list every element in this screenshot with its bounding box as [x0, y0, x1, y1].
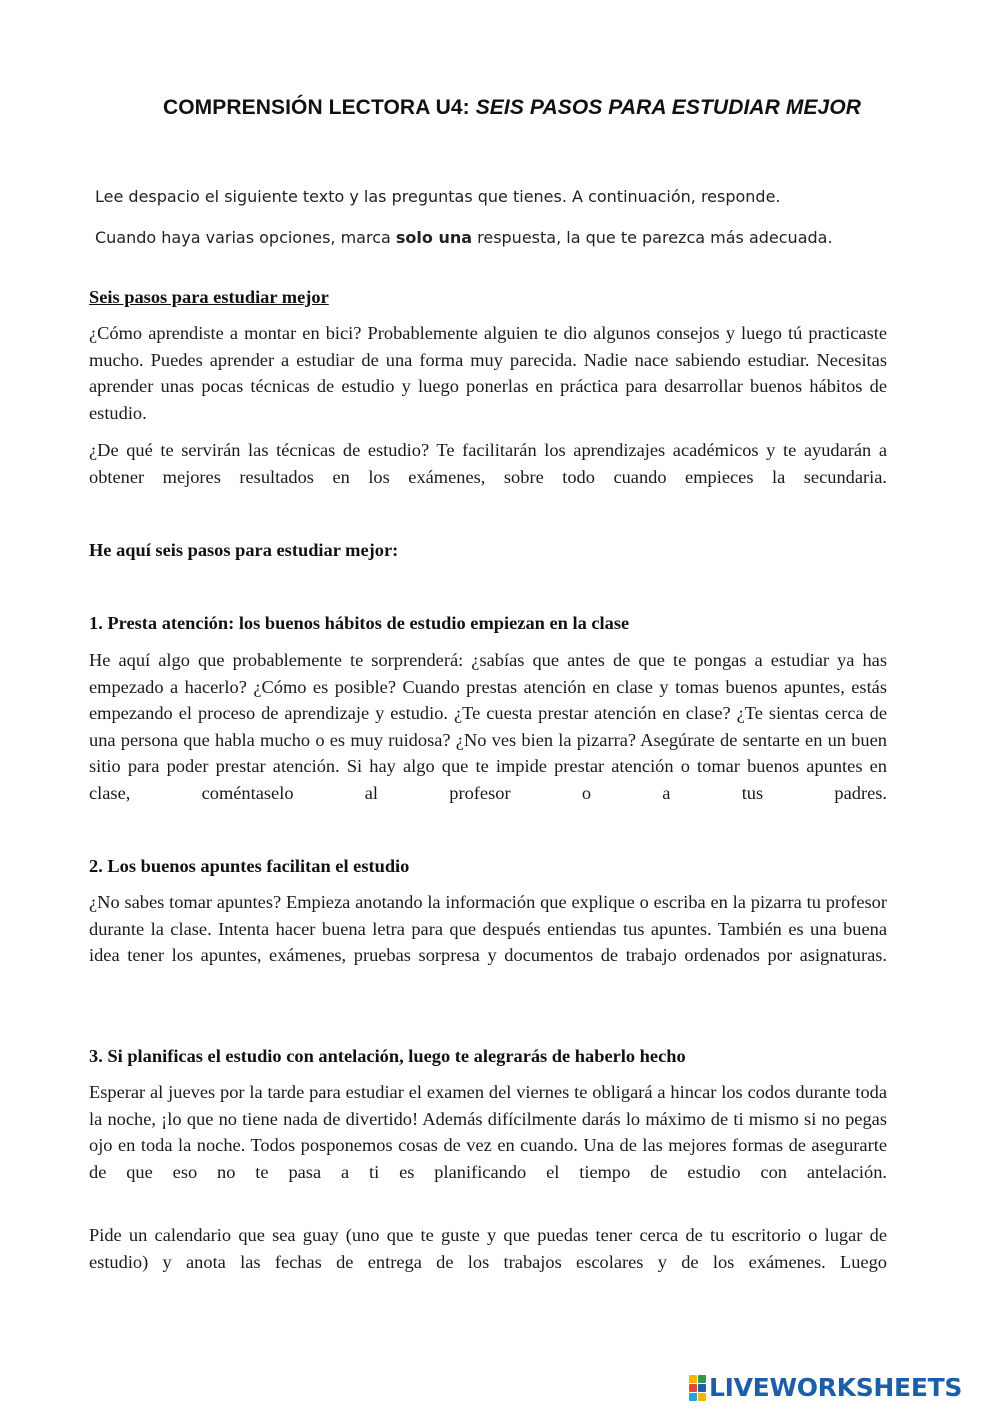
step-1-paragraph: He aquí algo que probablemente te sorprenderá: ¿sabías que antes de que te pongas a estudiar ya has empezado a hacerlo? ¿Cómo es posible? Cuando prestas atención en clase y tomas buenos apuntes, estás empezando el proceso de aprendizaje y estudio. ¿Te cuesta prestar atención en clase? ¿Te sientas cerca de una persona que habla mucho o es muy ruidosa? ¿No ves bien la pizarra? Asegúrate de sentarte en un buen sitio para poder prestar atención. Si hay algo que te impide prestar atención o tomar buenos apuntes en clase, coméntaselo al profesor o a tus padres. — [89, 650, 887, 803]
instruction-line-2 — [95, 228, 833, 247]
liveworksheets-logo — [689, 1373, 962, 1402]
step-2-paragraph: ¿No sabes tomar apuntes? Empieza anotando la información que explique o escriba en la pizarra tu profesor durante la clase. Intenta hacer buena letra para que después entiendas tus apuntes. También es una buena idea tener los apuntes, exámenes, pruebas sorpresa y documentos de trabajo ordenados por asignaturas. — [89, 892, 887, 966]
step-3-paragraph-1: Esperar al jueves por la tarde para estudiar el examen del viernes te obligará a hincar los codos durante toda la noche, ¡lo que no tiene nada de divertido! Además difícilmente darás lo máximo de ti mismo si no pegas ojo en toda la noche. Todos posponemos cosas de vez en cuando. Una de las mejores formas de asegurarte de que eso no te pasa a ti es planificando el tiempo de estudio con antelación. — [89, 1082, 887, 1182]
worksheet-title — [0, 96, 999, 120]
step-1-heading: 1. Presta atención: los buenos hábitos de estudio empiezan en la clase — [89, 613, 630, 633]
step-2-heading: 2. Los buenos apuntes facilitan el estudio — [89, 856, 410, 876]
step-3-paragraph-2: Pide un calendario que sea guay (uno que te guste y que puedas tener cerca de tu escritorio o lugar de estudio) y anota las fechas de entrega de los trabajos escolares y de los exámenes. Luego — [89, 1225, 887, 1272]
liveworksheets-logo-icon — [689, 1375, 706, 1401]
steps-heading: He aquí seis pasos para estudiar mejor: — [89, 540, 399, 560]
instruction-line-2-bold: solo una — [395, 228, 473, 247]
instruction-line-1: Lee despacio el siguiente texto y las preguntas que tienes. A continuación, responde. — [95, 187, 781, 206]
title-prefix: COMPRENSIÓN LECTORA U4: — [162, 96, 476, 119]
instruction-line-2-after: respuesta, la que te parezca más adecuada. — [472, 228, 833, 247]
step-3-heading: 3. Si planificas el estudio con antelación, luego te alegrarás de haberlo hecho — [89, 1046, 686, 1066]
instruction-line-2-before: Cuando haya varias opciones, marca — [95, 228, 396, 247]
intro-paragraph-2: ¿De qué te servirán las técnicas de estudio? Te facilitarán los aprendizajes académicos y te ayudarán a obtener mejores resultados en los exámenes, sobre todo cuando empieces la secundaria. — [89, 440, 887, 487]
liveworksheets-logo-text: LIVEWORKSHEETS — [709, 1373, 963, 1402]
intro-paragraph-1: ¿Cómo aprendiste a montar en bici? Probablemente alguien te dio algunos consejos y luego tú practicaste mucho. Puedes aprender a estudiar de una forma muy parecida. Nadie nace sabiendo estudiar. Necesitas aprender unas pocas técnicas de estudio y luego ponerlas en práctica para desarrollar buenos hábitos de estudio. — [89, 323, 887, 423]
article-title: Seis pasos para estudiar mejor — [89, 287, 329, 307]
title-italic: SEIS PASOS PARA ESTUDIAR MEJOR — [475, 96, 862, 119]
